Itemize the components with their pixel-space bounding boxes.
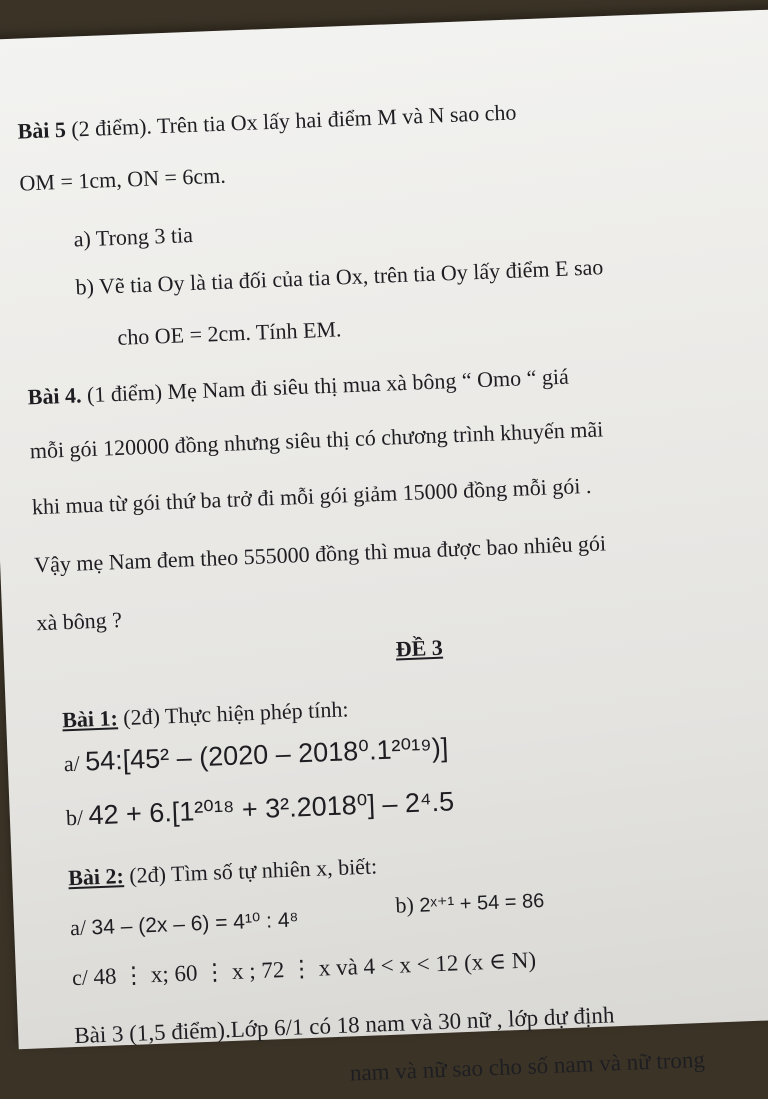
- bai3-l2: nam và nữ sao cho số nam và nữ trong: [349, 1046, 706, 1086]
- bai1-b: [65, 786, 454, 832]
- bai1-a-label: a/: [63, 750, 81, 777]
- bai2-heading: [68, 853, 378, 891]
- bai4-l1: (1 điểm) Mẹ Nam đi siêu thị mua xà bông “ Omo “ giá: [86, 363, 570, 408]
- bai2-a-expr: 34 – (2x – 6) = 4¹⁰ : 4⁸: [91, 908, 299, 940]
- bai5-b2: cho OE = 2cm. Tính EM.: [117, 316, 342, 350]
- bai2-b: [395, 887, 545, 919]
- bai1-title: Bài 1:: [61, 705, 119, 733]
- bai1-b-expr: 42 + 6.[1²⁰¹⁸ + 3².2018⁰] – 2⁴.5: [87, 786, 455, 831]
- paper-sheet: [0, 9, 768, 1086]
- bai5-b: b) Vẽ tia Oy là tia đối của tia Ox, trên tia Oy lấy điểm E sao: [75, 254, 604, 300]
- bai2-c-expr: 48 ⋮ x; 60 ⋮ x ; 72 ⋮ x và 4 < x < 12 (x ∈ N): [92, 947, 537, 990]
- bai5-title: Bài 5: [17, 116, 67, 144]
- bai3-l1: Bài 3 (1,5 điểm).Lớp 6/1 có 18 nam và 30 nữ , lớp dự định: [73, 1002, 615, 1049]
- bai2-title: Bài 2:: [67, 863, 125, 891]
- bai4-heading: [27, 364, 569, 411]
- bai5-line2: OM = 1cm, ON = 6cm.: [19, 162, 227, 196]
- bai5-a: a) Trong 3 tia: [73, 221, 194, 252]
- bai4-title: Bài 4.: [27, 382, 82, 410]
- bai5-heading: [17, 99, 517, 144]
- bai4-l3: khi mua từ gói thứ ba trở đi mỗi gói giảm 15000 đồng mỗi gói .: [31, 472, 592, 520]
- bai2-rest: (2đ) Tìm số tự nhiên x, biết:: [128, 853, 378, 888]
- bai2-c-label: c/: [71, 964, 89, 991]
- bai1-rest: (2đ) Thực hiện phép tính:: [122, 696, 349, 730]
- bai1-heading: [62, 696, 349, 733]
- bai2-a-label: a/: [69, 914, 87, 941]
- de3-heading: ĐỀ 3: [395, 634, 444, 662]
- bai2-b-label: b): [395, 891, 415, 918]
- bai4-l2: mỗi gói 120000 đồng nhưng siêu thị có chương trình khuyến mãi: [29, 416, 604, 464]
- bai4-l4: Vậy mẹ Nam đem theo 555000 đồng thì mua được bao nhiêu gói: [33, 530, 607, 578]
- bai4-l5: xà bông ?: [35, 606, 123, 636]
- bai2-c: [72, 947, 537, 991]
- bai1-a-expr: 54:[45² – (2020 – 2018⁰.1²⁰¹⁹)]: [84, 732, 449, 777]
- bai1-b-label: b/: [65, 804, 84, 831]
- bai2-b-expr: 2ˣ⁺¹ + 54 = 86: [418, 889, 545, 917]
- bai2-a: [70, 906, 299, 941]
- bai5-points: (2 điểm). Trên tia Ox lấy hai điểm M và N sao cho: [70, 99, 517, 142]
- bai1-a: [63, 733, 449, 779]
